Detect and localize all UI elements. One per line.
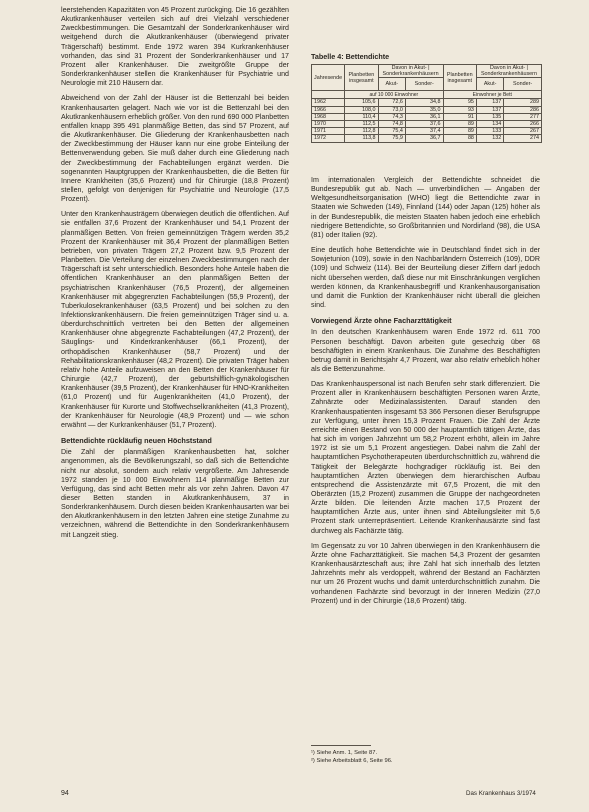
year-cell: 1966	[312, 106, 345, 113]
sub-header: Akut-	[378, 78, 405, 91]
section-heading: Bettendichte rückläufig neuen Höchststand	[61, 436, 212, 446]
year-cell: 1971	[312, 128, 345, 135]
paragraph: Eine deutlich hohe Bettendichte wie in Deutschland findet sich in der Sowjetunion (109), sowie in den Nachbarländern Österreich (109), DDR (109) und Schweiz (114). Bei der Beurteilung dieser Ziffern darf jedoch nicht übersehen werden, daß diese nur mit Einschränkungen verglichen werden können, da Krankenhausbegriff und Krankenhausorganisation und damit die Funktion der Krankenhäuser nicht überall die gleichen sind.	[311, 246, 540, 310]
table-row	[312, 106, 542, 113]
page-number: 94	[61, 790, 69, 797]
value-cell: 289	[504, 99, 542, 106]
table-title: Tabelle 4: Bettendichte	[311, 52, 390, 61]
table-row	[312, 99, 542, 106]
value-cell: 135	[476, 113, 503, 120]
value-cell: 133	[476, 128, 503, 135]
value-cell: 110,4	[345, 113, 378, 120]
table-body	[312, 99, 542, 142]
value-cell: 113,8	[345, 135, 378, 142]
sub-header: Sonder-	[504, 78, 542, 91]
unit-spacer	[312, 91, 345, 99]
sub-header: Akut-	[476, 78, 503, 91]
footnote: ¹) Siehe Anm. 1, Seite 87.	[311, 750, 378, 756]
value-cell: 88	[443, 135, 476, 142]
table-row	[312, 128, 542, 135]
value-cell: 89	[443, 121, 476, 128]
value-cell: 132	[476, 135, 503, 142]
paragraph: Im internationalen Vergleich der Bettendichte schneidet die Bundesrepublik gut ab. Nach — unverbindlichen — Angaben der Weltgesundheitsorganisation (WHO) liegt die Bettendichte zwar in Staaten wie Schweden (149), Finnland (144) oder Japan (125) höher als in der Bundesrepublik, die meisten Staaten haben jedoch eine erheblich niedrigere Bettendichte, so Großbritannien und Nordirland (98), die USA (81) oder Italien (92).	[311, 176, 540, 239]
footnote: ²) Siehe Arbeitsblatt 6, Seite 96.	[311, 757, 393, 764]
value-cell: 105,6	[345, 99, 378, 106]
value-cell: 95	[443, 99, 476, 106]
paragraph: Abweichend von der Zahl der Häuser ist die Bettenzahl bei beiden Krankenhausarten gelagert. Nach wie vor ist die Bettenzahl bei den Akutkrankenhäusern erheblich größer. Von den rund 690 000 Planbetten entfallen knapp 395 491 planmäßige Betten, das sind 57 Prozent, auf die Akutkrankenhäuser. Die Gliederung der Krankenhausbetten nach der Zweckbestimmung der Häuser kann nur eine grobe Einteilung der Bettenverwendung geben. Sie muß daher durch eine Gliederung nach der Zweckbestimmung der Fachabteilungen ergänzt werden. Die sogenannten Hauptgruppen der Krankenhausbetten, die die Betten für Innere Krankheiten (35,6 Prozent) und für Chirurgie (18,8 Prozent) stellen, gefolgt von denjenigen für Psychiatrie und Neurologie (17,5 Prozent).	[61, 94, 289, 204]
value-cell: 93	[443, 106, 476, 113]
header-group: Davon in Akut- | Sonderkrankenhäusern	[476, 65, 541, 78]
right-column	[311, 176, 540, 612]
value-cell: 137	[476, 106, 503, 113]
value-cell: 72,6	[378, 99, 405, 106]
paragraph: Die Zahl der planmäßigen Krankenhausbetten hat, solcher angenommen, als die Bevölkerungszahl, so daß sich die Bettendichte nicht nur absolut, sondern auch relativ vergrößerte. Am Jahresende 1972 standen je 10 000 Einwohnern 114 planmäßige Betten zur Verfügung, das sind acht Betten mehr als vor zehn Jahren. Davon 47 dieser Betten standen in Akutkrankenhäusern, 37 in Sonderkrankenhäusern. Durch diesen beiden Krankenhausarten war bei den Akutkrankenhäusern in den letzten Jahren eine stetige Zunahme zu verzeichnen, während die Bettendichte in den Sonderkrankenhäusern mit Langzeit stieg.	[61, 448, 289, 539]
section-heading: Vorwiegend Ärzte ohne Facharzttätigkeit	[311, 316, 452, 326]
unit-label: auf 10 000 Einwohner	[345, 91, 443, 99]
bed-density-table	[311, 64, 542, 143]
year-cell: 1962	[312, 99, 345, 106]
year-cell: 1968	[312, 113, 345, 120]
paragraph: In den deutschen Krankenhäusern waren Ende 1972 rd. 611 700 Personen beschäftigt. Davon arbeiten gute gesechzig über 68 beschäftigten in einem Krankenhaus. Die Zunahme des Beschäftigten betrug damit in Berichtsjahr 4,7 Prozent, war also relativ erheblich höher als die Bettenzunahme.	[311, 328, 540, 373]
value-cell: 73,0	[378, 106, 405, 113]
table-row	[312, 113, 542, 120]
footnotes	[311, 750, 540, 765]
value-cell: 286	[504, 106, 542, 113]
value-cell: 34,8	[405, 99, 443, 106]
value-cell: 35,0	[405, 106, 443, 113]
paragraph: Unter den Krankenhausträgern überwiegen deutlich die öffentlichen. Auf sie entfallen 37,6 Prozent der Krankenhäuser und 54,1 Prozent der planmäßigen Betten. Von freien gemeinnützigen Trägern werden 35,2 Prozent der Krankenhäuser mit 36,4 Prozent der planmäßigen Betten betrieben, von privaten Trägern 27,2 Prozent bzw. 9,5 Prozent der Planbetten. Die Verteilung der einzelnen Zweckbestimmungen nach der Trägerschaft ist sehr unterschiedlich. Besonders hohe Anteile haben die öffentlichen Krankenhäuser an den planmäßigen Betten der psychiatrischen Krankenhäuser (76,5 Prozent), der allgemeinen Krankenhäuser mit abgegrenzten Fachabteilungen (55,9 Prozent), der Tuberkulosekrankenhäuser (63,5 Prozent) und bei solchen zu den Infektionskrankenhäusern. Die freien gemeinnützigen Träger sind u. a. überdurchschnittlich vertreten bei den Betten der allgemeinen Krankenhäuser ohne abgegrenzte Fachabteilungen (47,2 Prozent), der Säuglings- und Kinderkrankenhäuser (66,1 Prozent), der orthopädischen Krankenhäuser (58,7 Prozent) und der Rehabilitationskrankenhäuser (48,2 Prozent). Die privaten Träger haben relativ hohe Anteile aufzuweisen an den Betten der Krankenhäuser für Chirurgie (42,7 Prozent), der geburtshilflich-gynäkologischen Krankenhäuser (39,5 Prozent), der Krankenhäuser für HNO-Krankheiten (61,0 Prozent) und für Augenkrankheiten (41,0 Prozent), der Krankenhäuser für Kurorte und Stoffwechselkrankheiten (41,3 Prozent), der Krankenhäuser für Neurologie (48,9 Prozent) und — wie schon erwähnt — der Kurkrankenhäuser (51,7 Prozent).	[61, 210, 289, 429]
value-cell: 75,9	[378, 135, 405, 142]
left-column	[61, 6, 289, 546]
year-cell: 1970	[312, 121, 345, 128]
value-cell: 37,4	[405, 128, 443, 135]
unit-label: Einwohner je Bett	[443, 91, 541, 99]
paragraph: Das Krankenhauspersonal ist nach Berufen sehr stark differenziert. Die Prozent aller in Krankenhäusern beschäftigten Personen waren Ärzte, Zahnärzte oder Medizinalassistenten. Darauf standen den Krankenhauspatienten insgesamt 53 366 Personen dieser Berufsgruppe zur Verfügung, unter ihnen 15,3 Prozent Frauen. Die Zahl der Ärzte erreichte einen Bestand von 50 000 der hauptamtlich tätigen Ärzte, das hat sich im vorigen Jahrzehnt um 58,2 Prozent erhöht, allein im Jahre 1972 ist sie um 5,1 Prozent angestiegen. Dabei nahm die Zahl der hauptamtlichen Psychotherapeuten überdurchschnittlich zu, während die Tätigkeit der Belegärzte hochgradiger rückläufig ist. Bei den hauptamtlichen Ärzten überwiegen dem hierarchischen Aufbau entsprechend die Assistenzärzte mit 67,5 Prozent, die mit den Oberärzten (15,2 Prozent) zusammen die Gruppe der nachgeordneten Ärzte bilden. Die leitenden Ärzte machen 17,5 Prozent der hauptamtlichen Ärzte aus, unter ihnen sind Abteilungsleiter mit 5,6 Prozent stark unterrepräsentiert. Leitende Krankenhausärzte sind fast durchweg als Fachärzte tätig.	[311, 380, 540, 535]
value-cell: 74,3	[378, 113, 405, 120]
value-cell: 89	[443, 128, 476, 135]
value-cell: 74,8	[378, 121, 405, 128]
value-cell: 266	[504, 121, 542, 128]
value-cell: 112,8	[345, 128, 378, 135]
value-cell: 91	[443, 113, 476, 120]
paragraph: leerstehenden Kapazitäten von 45 Prozent zurückging. Die 16 gezählten Akutkrankenhäuser verteilen sich auf drei Vielzahl verschiedener Zweckbestimmungen. Die Gesamtzahl der Sonderkrankenhäuser wird weitgehend durch die Akutkrankenhäuser (überwiegend privater Trägerschaft) bestimmt. Ende 1972 waren 394 Kurkrankenhäuser vorhanden, das sind 31 Prozent der Sonderkrankenhäuser und 17 Prozent aller Krankenhäuser. Die zweitgrößte Gruppe der Sonderkrankenhäuser stellen die Krankenhäuser für Psychiatrie und Neurologie mit 210 Häusern dar.	[61, 6, 289, 88]
header-group: Davon in Akut- | Sonderkrankenhäusern	[378, 65, 443, 78]
table-row	[312, 121, 542, 128]
value-cell: 277	[504, 113, 542, 120]
value-cell: 37,6	[405, 121, 443, 128]
value-cell: 36,7	[405, 135, 443, 142]
value-cell: 267	[504, 128, 542, 135]
journal-footer: Das Krankenhaus 3/1974	[466, 790, 536, 797]
value-cell: 274	[504, 135, 542, 142]
value-cell: 108,0	[345, 106, 378, 113]
header-group: Planbetten insgesamt	[443, 65, 476, 91]
value-cell: 134	[476, 121, 503, 128]
year-cell: 1972	[312, 135, 345, 142]
value-cell: 75,4	[378, 128, 405, 135]
value-cell: 36,1	[405, 113, 443, 120]
footnote-rule	[311, 745, 371, 746]
paragraph: Im Gegensatz zu vor 10 Jahren überwiegen in den Krankenhäusern die Ärzte ohne Facharzttätigkeit. Sie machen 54,3 Prozent der gesamten Krankenhausärzteschaft aus; ihre Zahl hat sich innerhalb des letzten Jahrzehnts mehr als verdoppelt, während der Bestand an Fachärzten nur um 26 Prozent wuchs und damit unterdurchschnittlich zunahm. Die vorhandenen Fachärzte sind bevorzugt in der Inneren Medizin (27,0 Prozent) und in der Chirurgie (18,6 Prozent) tätig.	[311, 541, 540, 605]
table-row	[312, 135, 542, 142]
header-group: Planbetten insgesamt	[345, 65, 378, 91]
sub-header: Sonder-	[405, 78, 443, 91]
value-cell: 112,5	[345, 121, 378, 128]
header-year: Jahresende	[312, 65, 345, 91]
bed-density-table-block	[311, 52, 542, 143]
value-cell: 137	[476, 99, 503, 106]
